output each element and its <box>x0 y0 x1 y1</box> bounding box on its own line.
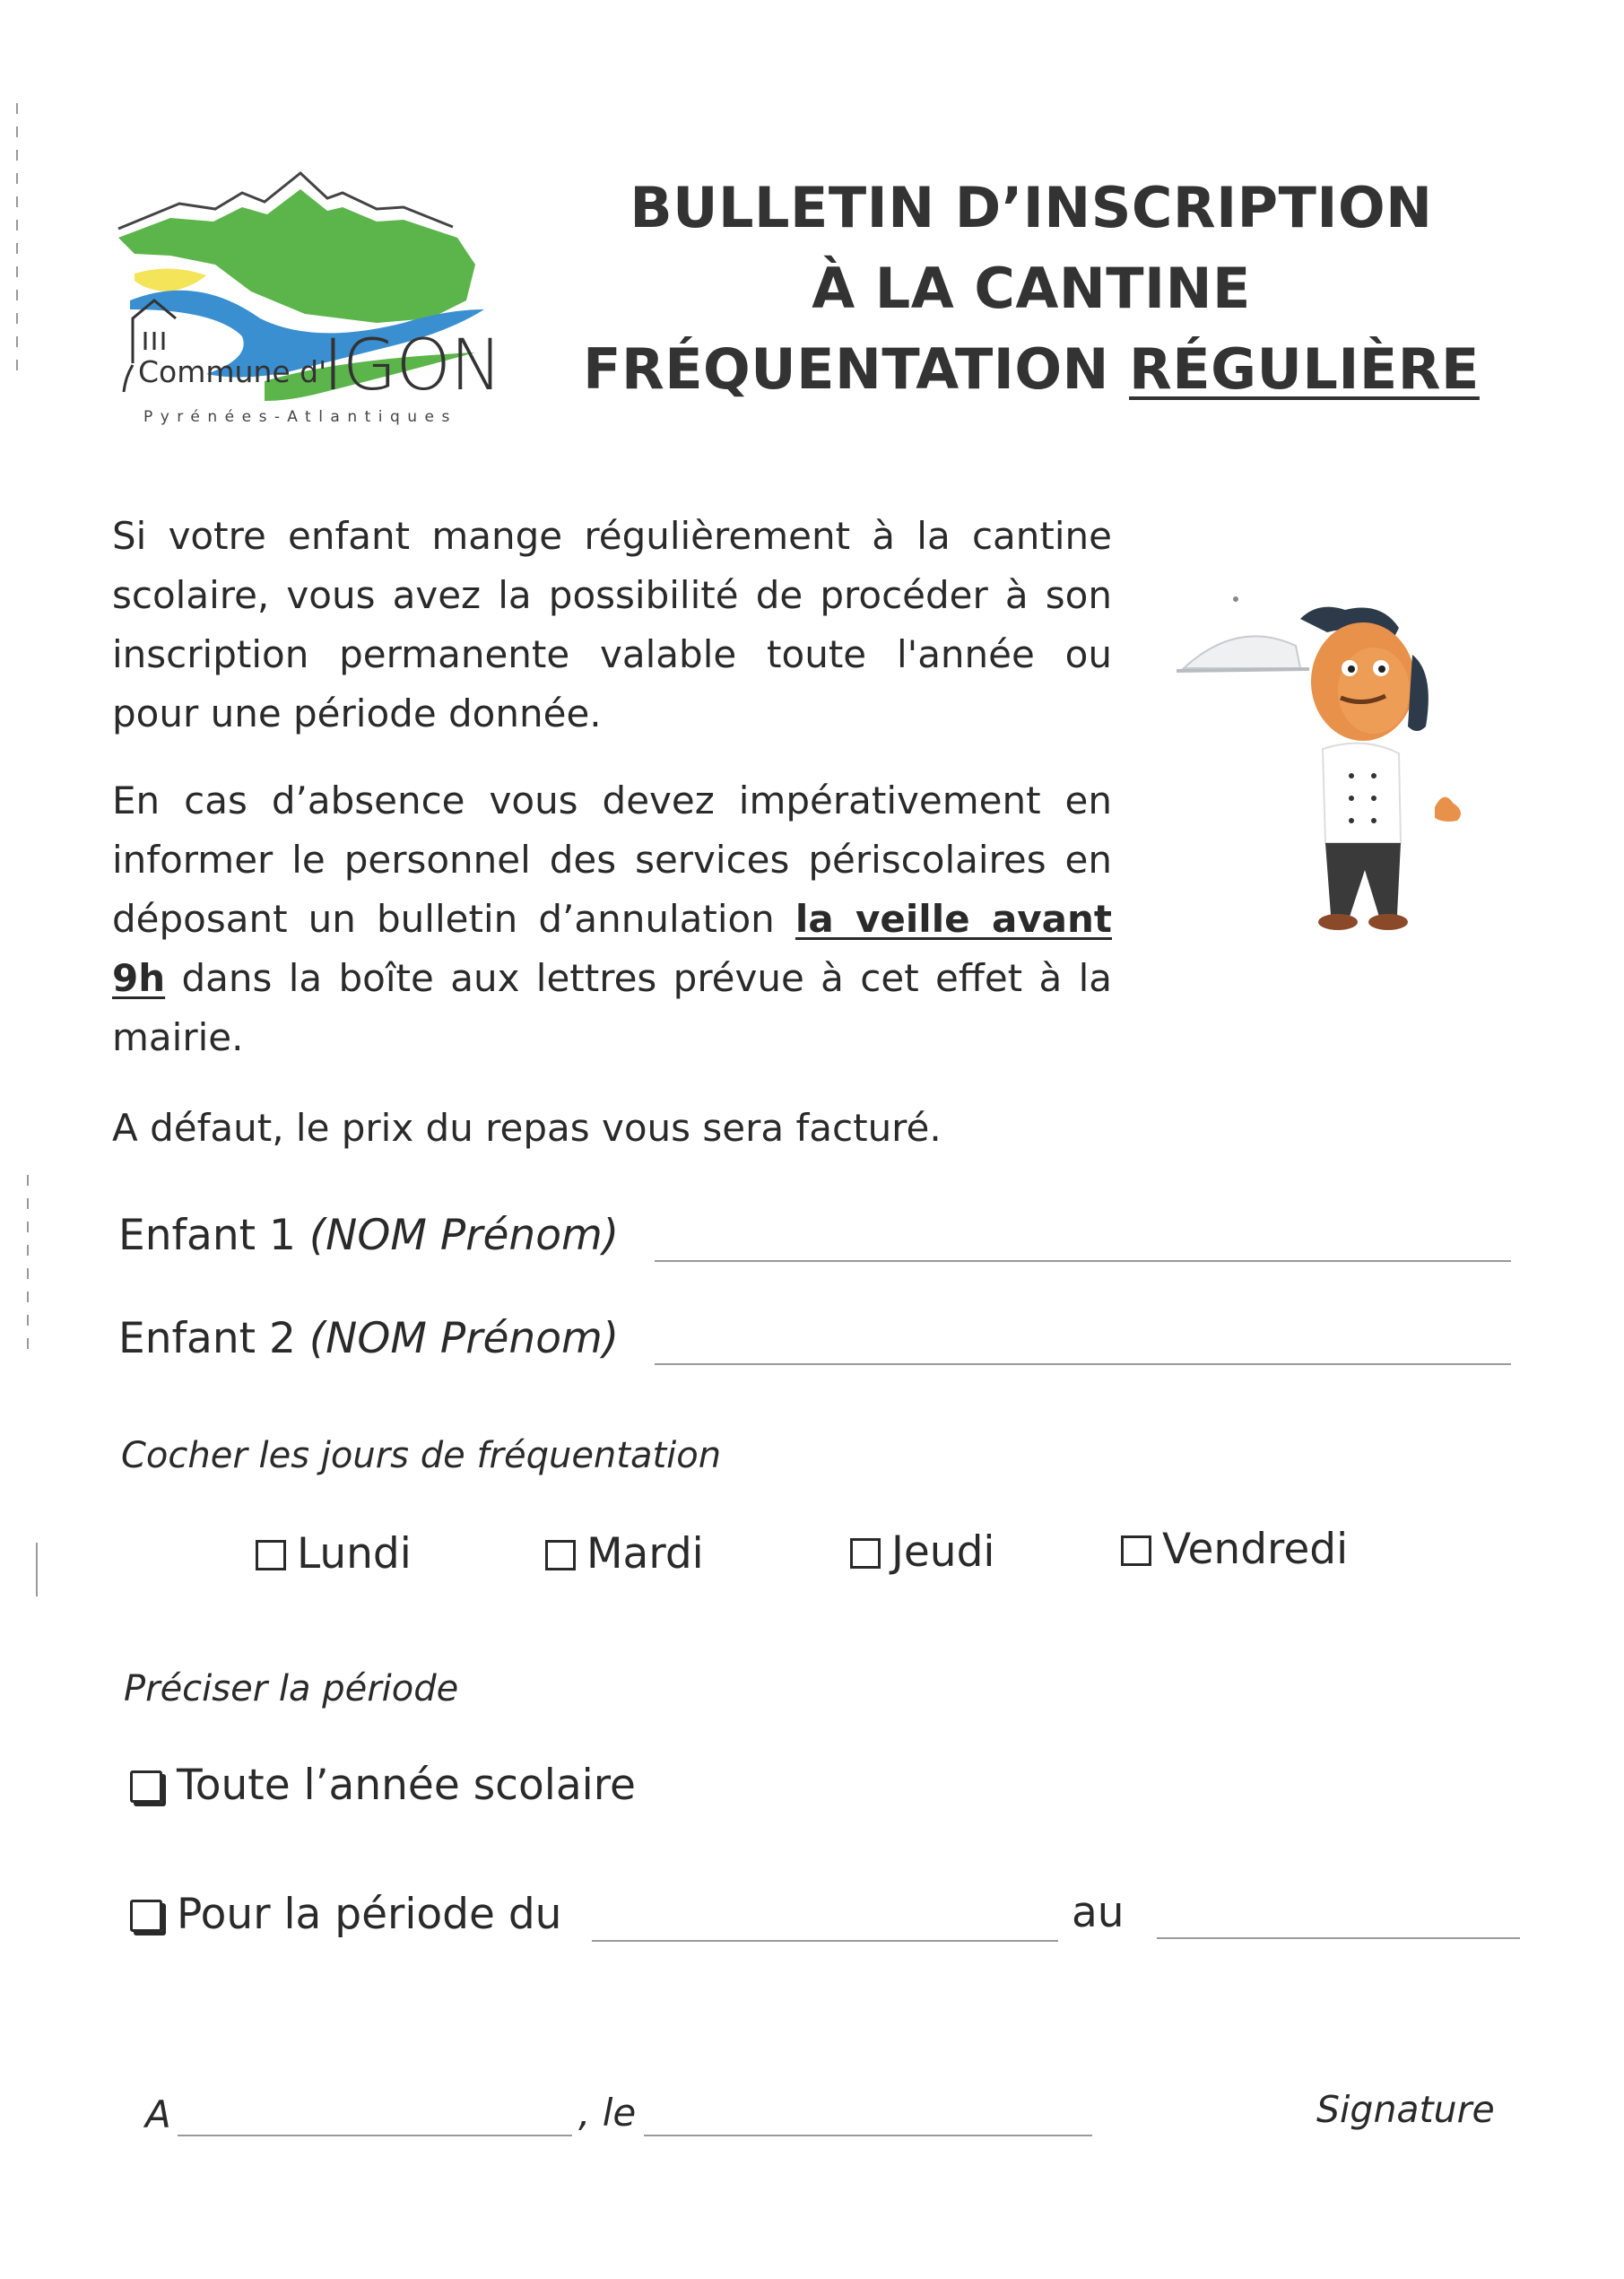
period-start-input-line[interactable] <box>592 1940 1058 1942</box>
title-line-3-underlined: RÉGULIÈRE <box>1129 336 1480 402</box>
day-checkbox-mardi[interactable] <box>545 1529 704 1579</box>
child-2-label <box>118 1314 619 1363</box>
day-checkbox-lundi[interactable] <box>256 1529 412 1579</box>
intro-paragraph-3: A défaut, le prix du repas vous sera facturé. <box>112 1106 942 1150</box>
child-2-input-line[interactable] <box>655 1363 1511 1365</box>
period-heading: Préciser la période <box>124 1668 459 1709</box>
title-line-3-plain: FRÉQUENTATION <box>583 336 1130 402</box>
commune-logo <box>108 166 502 435</box>
period-option-range[interactable] <box>130 1890 561 1939</box>
child-2-text: Enfant 2 <box>118 1314 309 1363</box>
scan-edge-mark <box>16 103 18 372</box>
date-input-line[interactable] <box>644 2135 1092 2136</box>
period-option-range-label: Pour la période du <box>177 1890 562 1939</box>
checkbox-icon[interactable] <box>130 1900 162 1932</box>
logo-commune-label: Commune d' <box>138 354 327 389</box>
checkbox-icon[interactable] <box>1121 1535 1151 1566</box>
period-option-full-year[interactable] <box>130 1761 636 1810</box>
scan-edge-mark <box>36 1543 38 1596</box>
chef-illustration <box>1166 583 1489 942</box>
period-to-label: au <box>1072 1888 1125 1937</box>
day-checkbox-jeudi[interactable] <box>850 1527 994 1577</box>
signature-label: Signature <box>1316 2088 1495 2131</box>
intro-paragraph-2 <box>112 771 1112 1067</box>
logo-town-name: IGON <box>323 326 502 406</box>
date-label: , le <box>578 2091 637 2135</box>
day-label: Vendredi <box>1162 1525 1349 1574</box>
intro-paragraph-2-end: dans la boîte aux lettres prévue à cet effet à la mairie. <box>112 956 1112 1059</box>
logo-region: Pyrénées-Atlantiques <box>143 408 457 426</box>
title-line-2: À LA CANTINE <box>812 256 1251 321</box>
checkbox-icon[interactable] <box>850 1538 881 1569</box>
day-label: Lundi <box>297 1529 412 1579</box>
deadline-emphasis: la veille avant 9h <box>112 897 1112 1000</box>
checkbox-icon[interactable] <box>545 1540 576 1570</box>
intro-paragraph-2-start: En cas d’absence vous devez impérativement en informer le personnel des services périscolaires en déposant un bulletin d’annulation <box>112 779 1112 941</box>
child-1-input-line[interactable] <box>655 1260 1511 1262</box>
child-1-label <box>118 1211 619 1260</box>
checkbox-icon[interactable] <box>256 1540 286 1570</box>
title-line-3 <box>583 336 1480 402</box>
checkbox-icon[interactable] <box>130 1770 162 1803</box>
period-option-full-year-label: Toute l’année scolaire <box>177 1761 636 1810</box>
scan-edge-mark <box>27 1175 29 1354</box>
child-2-hint: (NOM Prénom) <box>308 1314 620 1363</box>
day-label: Mardi <box>586 1529 704 1579</box>
child-1-hint: (NOM Prénom) <box>308 1211 620 1260</box>
title-line-1: BULLETIN D’INSCRIPTION <box>630 175 1433 240</box>
child-1-text: Enfant 1 <box>118 1211 309 1260</box>
place-input-line[interactable] <box>178 2135 572 2136</box>
day-checkbox-vendredi[interactable] <box>1121 1525 1348 1574</box>
days-heading: Cocher les jours de fréquentation <box>121 1435 722 1476</box>
day-label: Jeudi <box>891 1527 995 1577</box>
intro-paragraph-1: Si votre enfant mange régulièrement à la cantine scolaire, vous avez la possibilité de procéder à son inscription permanente valable toute l'année ou pour une période donnée. <box>112 514 1112 735</box>
period-end-input-line[interactable] <box>1157 1937 1520 1939</box>
place-label: A <box>145 2092 171 2136</box>
